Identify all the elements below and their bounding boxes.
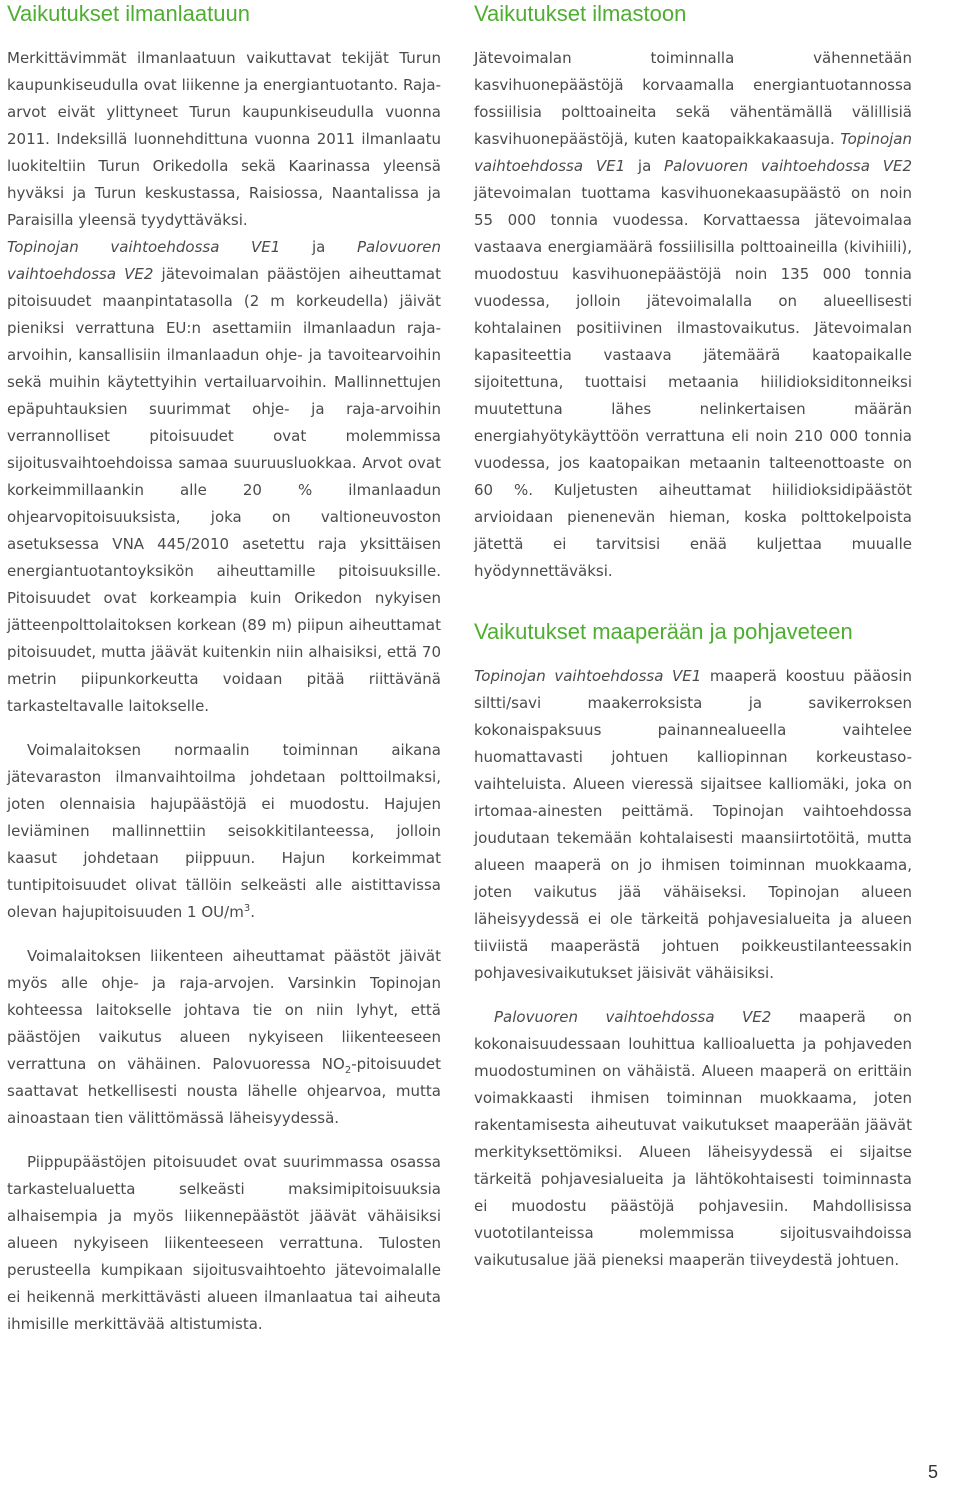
paragraph-soil-palovuori: Palovuoren vaihtoehdossa VE2 maaperä on kokonaisuudessaan louhittua kallioaluetta ja pohjaveden muodostuminen on vähäistä. Alueen maaperä on erittäin voimakkaasti ihmisen toiminnan muokkaama, joten rakentamisesta aiheutuvat vaikutukset maaperään jäävät merkityksettömiksi. Alueen läheisyydessä ei sijaitse tärkeitä pohjavesialueita ja lähtökohtaisesti toiminnasta ei muodostu päästöjä pohjavesiin. Mahdollisissa vuototilanteissa molemmissa sijoitusvaihdoissa vaikutusalue jää pieneksi maaperän tiiveydestä johtuen. (474, 1008, 912, 1269)
emphasis-topinoja-ve1: Topinojan vaihtoehdossa VE1 (474, 667, 702, 685)
left-column (7, 0, 441, 1338)
paragraph-climate: Jätevoimalan toiminnalla vähennetään kasvihuonepäästöjä korvaamalla energiantuotannossa fossiilisia polttoaineita sekä vähentämällä välillisiä kasvihuonepäästöjä, kuten kaatopaikkakaasuja. Topinojan vaihtoehdossa VE1 ja Palovuoren vaihtoehdossa VE2 jätevoimalan tuottama kasvihuonekaasupäästö on noin 55 000 tonnia vuodessa. Korvattaessa jätevoimalaa vastaava energiamäärä fossiilisilla polttoaineilla (kivihiili), muodostuu kasvihuonepäästöjä noin 135 000 tonnia vuodessa, jolloin jätevoimalalla on alueellisesti kohtalainen positiivinen ilmastovaikutus. Jätevoimalan kapasiteettia vastaava jätemäärä kaatopaikalle sijoitettuna, tuottaisi metaania hiilidioksiditonneiksi muutettuna lähes nelinkertaisen määrän energiahyötykäyttöön verrattuna eli noin 210 000 tonnia vuodessa, jos kaatopaikan metaanin talteenottoaste on 60 %. Kuljetusten aiheuttamat hiilidioksidipäästöt arvioidaan pienenevän hieman, koska polttokelpoista jätettä ei tarvitsisi enää kuljettaa muualle hyödynnettäväksi. (474, 49, 912, 580)
paragraph-air-quality-intro: Merkittävimmät ilmanlaatuun vaikuttavat tekijät Turun kaupunkiseudulla ovat liikenne ja energiantuotanto. Raja-arvot eivät ylittyneet Turun kaupunkiseudulla vuonna 2011. Indeksillä luonnehdittuna vuonna 2011 ilmanlaatu luokiteltiin Turun Orikedolla sekä Kaarinassa yleensä hyväksi ja Turun keskustassa, Raisiossa, Naantalissa ja Paraisilla yleensä tyydyttäväksi. (7, 49, 441, 229)
emphasis-topinoja-ve1: Topinojan vaihtoehdossa VE1 (7, 238, 281, 256)
paragraph-stack-emissions: Piippupäästöjen pitoisuudet ovat suurimmassa osassa tarkastelualuetta selkeästi maksimipitoisuuksia alhaisempia ja myös liikennepäästöt jäävät vähäisiksi alueen nykyiseen liikenteeseen verrattuna. Tulosten perusteella kumpikaan sijoitusvaihtoehto jätevoimalalle ei heikennä merkittävästi alueen ilmanlaatua tai aiheuta ihmisille merkittävää altistumista. (7, 1153, 441, 1333)
heading-soil-groundwater: Vaikutukset maaperään ja pohjaveteen (474, 619, 853, 644)
heading-air-quality: Vaikutukset ilmanlaatuun (7, 1, 250, 26)
paragraph-air-quality-alternatives: Topinojan vaihtoehdossa VE1 ja Palovuoren vaihtoehdossa VE2 jätevoimalan päästöjen aiheuttamat pitoisuudet maanpintatasolla (2 m korkeudella) jäivät pieniksi verrattuna EU:n asettamiin ilmanlaadun raja-arvoihin, kansallisiin ilmanlaadun ohje- ja tavoitearvoihin sekä muihin käytettyihin vertailuarvoihin. Mallinnettujen epäpuhtauksien suurimmat ohje- ja raja-arvoihin verrannolliset pitoisuudet ovat molemmissa sijoitusvaihtoehdoissa samaa suuruusluokkaa. Arvot ovat korkeimmillaankin alle 20 % ilmanlaadun ohjearvopitoisuuksista, joka on valtioneuvoston asetuksessa VNA 445/2010 asetettu raja yksittäisen energiantuotantoyksikön aiheuttamille pitoisuuksille. Pitoisuudet ovat korkeampia kuin Orikedon nykyisen jätteenpolttolaitoksen korkean (89 m) piipun aiheuttamat pitoisuudet, mutta jäävät kuitenkin niin alhaisiksi, että 70 metrin piipunkorkeutta voidaan pitää riittävänä tarkasteltavalle laitokselle. (7, 238, 441, 715)
page-number: 5 (927, 1462, 938, 1482)
emphasis-palovuori-ve2: Palovuoren vaihtoehdossa VE2 (664, 157, 912, 175)
emphasis-palovuori-ve2: Palovuoren vaihtoehdossa VE2 (494, 1008, 772, 1026)
emphasis-palovuori-ve2: Palovuoren vaihtoehdossa VE2 (7, 238, 441, 283)
right-column (474, 0, 912, 1274)
paragraph-soil-topinoja: Topinojan vaihtoehdossa VE1 maaperä koostuu pääosin siltti/savi maakerroksista ja savikerroksen kokonaispaksuus painannealueella vaihtelee huomattavasti johtuen kalliopinnan korkeustaso-vaihteluista. Alueen vieressä sijaitsee kalliomäki, joka on irtomaa-ainesten peittämä. Topinojan vaihtoehdossa joudutaan tekemään kohtalaisesti maansiirtotöitä, mutta alueen maaperä on jo ihmisen toiminnan muokkaama, joten vaikutus jää vähäiseksi. Topinojan alueen läheisyydessä ei ole tärkeitä pohjavesialueita ja alueen tiiviistä maaperästä johtuen poikkeustilanteessakin pohjavesivaikutukset jäisivät vähäisiksi. (474, 667, 912, 982)
emphasis-topinoja-ve1: Topinojan vaihtoehdossa VE1 (474, 130, 912, 175)
paragraph-odour: Voimalaitoksen normaalin toiminnan aikana jätevaraston ilmanvaihtoilma johdetaan polttoilmaksi, joten olennaisia hajupäästöjä ei muodostu. Hajujen leviäminen mallinnettiin seisokkitilanteessa, jolloin kaasut johdetaan piippuun. Hajun korkeimmat tuntipitoisuudet olivat tällöin selkeästi alle aistittavissa olevan hajupitoisuuden 1 $OU/m^3$. (7, 741, 441, 921)
heading-climate: Vaikutukset ilmastoon (474, 1, 687, 26)
paragraph-traffic-emissions: Voimalaitoksen liikenteen aiheuttamat päästöt jäivät myös alle ohje- ja raja-arvojen. Varsinkin Topinojan kohteessa laitokselle johtava tie on niin lyhyt, että päästöjen vaikutus alueen nykyiseen liikenteeseen verrattuna on vähäinen. Palovuoressa $NO_2$-pitoisuudet saattavat hetkellisesti nousta lähelle ohjearvoa, mutta ainoastaan tien välittömässä läheisyydessä. (7, 947, 441, 1127)
